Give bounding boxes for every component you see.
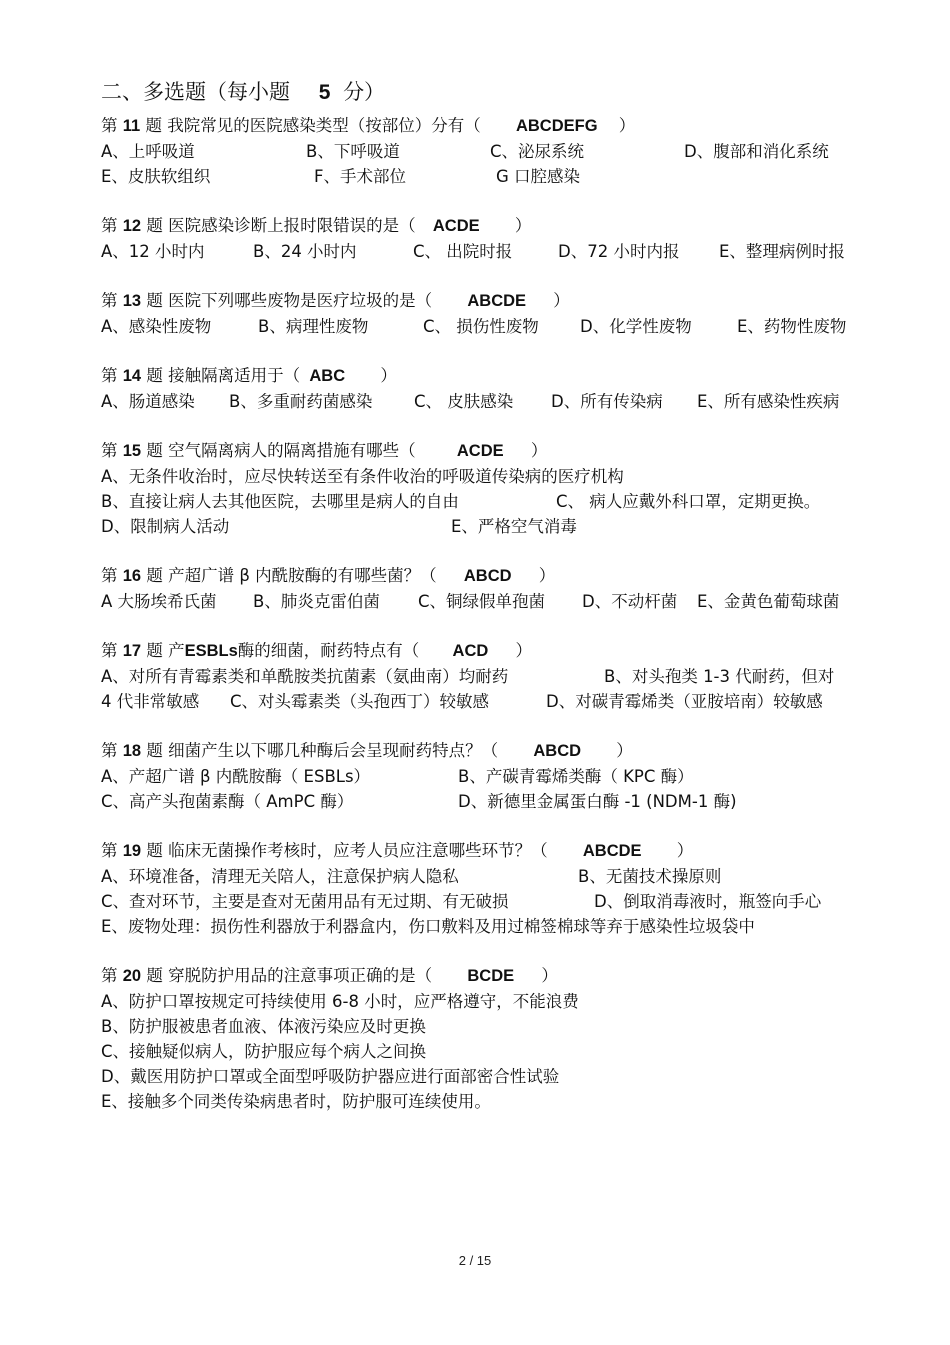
question-19-option-d: D、倒取消毒液时，瓶签向手心 [594,892,822,911]
question-19-option-c: C、查对环节，主要是查对无菌用品有无过期、有无破损 [101,892,509,911]
question-14-option-e: E、所有感染性疾病 [697,392,840,411]
question-11-option-c: C、泌尿系统 [490,142,585,161]
question-16-option-a: A 大肠埃希氏菌 [101,592,217,611]
question-16-stem: 第 16 题 产超广谱 β 内酰胺酶的有哪些菌？（ ABCD ） [101,566,556,585]
question-11-option-a: A、上呼吸道 [101,142,195,161]
question-19-answer: ABCDE [582,842,642,860]
question-15-option-b: B、直接让病人去其他医院，去哪里是病人的自由 [101,492,459,511]
question-12-option-c: C、 出院时报 [413,242,513,261]
question-14-option-a: A、肠道感染 [101,392,195,411]
question-13-option-d: D、化学性废物 [580,317,692,336]
question-11-option-b: B、下呼吸道 [306,142,400,161]
question-13-option-a: A、感染性废物 [101,317,212,336]
question-15-option-e: E、严格空气消毒 [451,517,577,536]
question-20-option-c: C、接触疑似病人，防护服应每个病人之间换 [101,1042,427,1061]
section-title [101,76,385,106]
question-19-option-e: E、废物处理：损伤性利器放于利器盒内，伤口敷料及用过棉签棉球等弃于感染性垃圾袋中 [101,917,755,936]
question-17-option-d: D、对碳青霉烯类（亚胺培南）较敏感 [546,692,823,711]
section-title-prefix: 二、多选题（每小题 [101,80,290,104]
section-title-suffix: 分） [343,80,386,104]
question-18-option-c: C、高产头孢菌素酶（ AmPC 酶） [101,792,354,811]
question-15-option-c: C、 病人应戴外科口罩，定期更换。 [556,492,821,511]
question-11-option-g: G 口腔感染 [496,167,581,186]
question-12-option-d: D、72 小时内报 [558,242,680,261]
question-12-stem: 第 12 题 医院感染诊断上报时限错误的是（ ACDE ） [101,216,532,235]
question-20-option-e: E、接触多个同类传染病患者时，防护服可连续使用。 [101,1092,491,1111]
question-14-option-b: B、多重耐药菌感染 [229,392,373,411]
question-17-stem: 第 17 题 产ESBLs酶的细菌，耐药特点有（ ACD ） [101,641,533,660]
question-20-option-a: A、防护口罩按规定可持续使用 6-8 小时，应严格遵守，不能浪费 [101,992,579,1011]
question-11-stem: 第 11 题 我院常见的医院感染类型（按部位）分有（ ABCDEFG ） [101,116,636,135]
question-12-option-e: E、整理病例时报 [719,242,845,261]
question-20-option-b: B、防护服被患者血液、体液污染应及时更换 [101,1017,426,1036]
question-14-option-d: D、所有传染病 [551,392,663,411]
esbls-term: ESBLs [184,642,238,660]
question-13-option-c: C、 损伤性废物 [423,317,539,336]
question-11-option-e: E、皮肤软组织 [101,167,211,186]
question-20-stem: 第 20 题 穿脱防护用品的注意事项正确的是（ BCDE ） [101,966,558,985]
question-13-option-e: E、药物性废物 [737,317,847,336]
question-16-option-b: B、肺炎克雷伯菌 [253,592,380,611]
question-17-option-c: C、对头霉素类（头孢西丁）较敏感 [230,692,490,711]
question-12-option-a: A、12 小时内 [101,242,205,261]
question-16-option-d: D、不动杆菌 [582,592,678,611]
question-18-option-a: A、产超广谱 β 内酰胺酶（ ESBLs） [101,767,371,786]
question-15-option-a: A、无条件收治时，应尽快转送至有条件收治的呼吸道传染病的医疗机构 [101,467,624,486]
question-14-stem: 第 14 题 接触隔离适用于（ ABC ） [101,366,397,385]
question-17-option-a: A、对所有青霉素类和单酰胺类抗菌素（氨曲南）均耐药 [101,667,509,686]
question-11-option-d: D、腹部和消化系统 [684,142,829,161]
question-15-stem: 第 15 题 空气隔离病人的隔离措施有哪些（ ACDE ） [101,441,548,460]
question-17-option-b-cont: 4 代非常敏感 [101,692,200,711]
question-17-answer: ACD [452,642,489,660]
question-11-answer: ABCDEFG [515,117,598,135]
question-13-stem: 第 13 题 医院下列哪些废物是医疗垃圾的是（ ABCDE ） [101,291,570,310]
question-18-option-d: D、新德里金属蛋白酶 -1 (NDM-1 酶) [458,792,737,811]
question-11-option-f: F、手术部位 [314,167,406,186]
question-15-option-d: D、限制病人活动 [101,517,230,536]
question-14-option-c: C、 皮肤感染 [414,392,514,411]
question-16-answer: ABCD [463,567,512,585]
question-17-option-b: B、对头孢类 1-3 代耐药，但对 [604,667,835,686]
question-14-answer: ABC [309,367,346,385]
question-13-answer: ABCDE [467,292,527,310]
section-points: 5 [318,81,331,104]
question-19-option-a: A、环境准备，清理无关陪人，注意保护病人隐私 [101,867,459,886]
question-16-option-c: C、铜绿假单孢菌 [418,592,546,611]
question-12-option-b: B、24 小时内 [253,242,357,261]
question-20-answer: BCDE [467,967,515,985]
question-19-option-b: B、无菌技术操原则 [578,867,722,886]
page-number: 2 / 15 [458,1253,492,1268]
question-19-stem: 第 19 题 临床无菌操作考核时，应考人员应注意哪些环节？（ ABCDE ） [101,841,694,860]
question-12-answer: ACDE [432,217,480,235]
question-18-stem: 第 18 题 细菌产生以下哪几种酶后会呈现耐药特点？（ ABCD ） [101,741,633,760]
question-18-option-b: B、产碳青霉烯类酶（ KPC 酶） [458,767,694,786]
question-20-option-d: D、戴医用防护口罩或全面型呼吸防护器应进行面部密合性试验 [101,1067,560,1086]
question-15-answer: ACDE [456,442,504,460]
question-16-option-e: E、金黄色葡萄球菌 [697,592,840,611]
question-18-answer: ABCD [533,742,582,760]
question-13-option-b: B、病理性废物 [258,317,369,336]
